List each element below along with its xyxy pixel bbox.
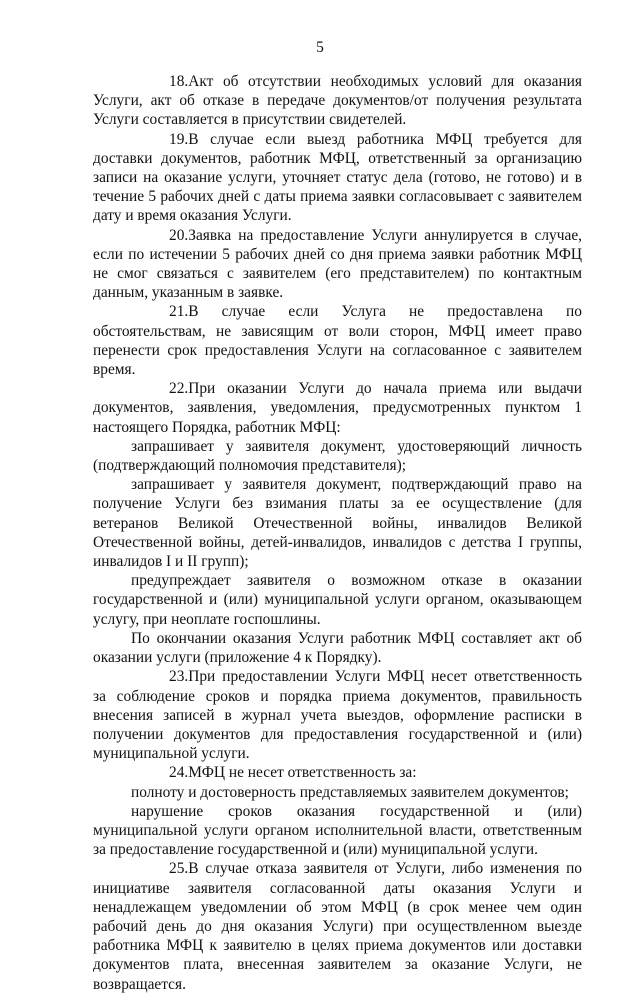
paragraph-text: В случае если Услуга не предоставлена по обстоятельствам, не зависящим от воли сторон, МФЦ имеет право перенести срок предоставления Услуги на согласованное с заявителем время. <box>93 303 582 379</box>
paragraph-18 <box>93 72 582 130</box>
paragraph-number: 21. <box>169 303 189 321</box>
paragraph-20 <box>93 226 582 303</box>
paragraph-text: нарушение сроков оказания государственной и (или) муниципальной услуги органом исполнительной власти, ответственным за предоставление государственной и (или) муниципальной услуги. <box>93 802 582 859</box>
paragraph-text: предупреждает заявителя о возможном отказе в оказании государственной и (или) муниципальной услуги органом, оказывающем услугу, при неоплате госпошлины. <box>93 572 582 628</box>
document-body <box>93 72 582 994</box>
paragraph-text: Заявка на предоставление Услуги аннулируется в случае, если по истечении 5 рабочих дней со дня приема заявки работник МФЦ не смог связаться с заявителем (его представителем) по контактным данным, указанным в заявке. <box>93 226 582 302</box>
page-number: 5 <box>316 39 324 56</box>
paragraph-number: 19. <box>169 130 189 148</box>
paragraph-number: 22. <box>169 380 189 398</box>
paragraph-text: В случае если выезд работника МФЦ требуется для доставки документов, работник МФЦ, ответственный за организацию записи на оказание услуги, уточняет статус дела (готово, не готово) и в течение 5 рабочих дней с даты приема заявки согласовывает с заявителем дату и время оказания Услуги. <box>93 130 582 225</box>
paragraph-22-item-1 <box>93 437 582 475</box>
paragraph-text: полноту и достоверность представляемых заявителем документов; <box>131 783 569 801</box>
paragraph-number: 24. <box>169 764 189 782</box>
paragraph-number: 20. <box>169 226 189 244</box>
paragraph-22-closing <box>93 629 582 667</box>
paragraph-text: Акт об отсутствии необходимых условий для оказания Услуги, акт об отказе в передаче документов/от получения результата Услуги составляется в присутствии свидетелей. <box>93 73 582 129</box>
paragraph-text: запрашивает у заявителя документ, удостоверяющий личность (подтверждающий полномочия представителя); <box>93 437 582 475</box>
paragraph-text: МФЦ не несет ответственность за: <box>188 764 417 782</box>
paragraph-number: 23. <box>169 668 189 686</box>
paragraph-25 <box>93 859 582 993</box>
paragraph-text: По окончании оказания Услуги работник МФЦ составляет акт об оказании услуги (приложение 4 к Порядку). <box>93 629 582 667</box>
paragraph-19 <box>93 130 582 226</box>
paragraph-22-item-3 <box>93 571 582 629</box>
paragraph-number: 25. <box>169 860 189 878</box>
paragraph-text: В случае отказа заявителя от Услуги, либо изменения по инициативе заявителя согласованной даты оказания Услуги и ненадлежащем уведомлении об этом МФЦ (в срок менее чем один рабочий день до дня оказания Услуги) при осуществленном выезде работника МФЦ к заявителю в целях приема документов или доставки документов плата, внесенная заявителем за оказание Услуги, не возвращается. <box>93 860 582 993</box>
paragraph-number: 18. <box>169 73 189 90</box>
paragraph-23 <box>93 667 582 763</box>
paragraph-24-item-1 <box>93 783 582 802</box>
paragraph-22-item-2 <box>93 475 582 571</box>
paragraph-text: При предоставлении Услуги МФЦ несет ответственность за соблюдение сроков и порядка приема документов, правильность внесения записей в журнал учета выездов, оформление расписки в получении документов для предоставления государственной и (или) муниципальной услуги. <box>93 668 582 763</box>
paragraph-21 <box>93 302 582 379</box>
paragraph-24 <box>93 763 582 782</box>
paragraph-text: При оказании Услуги до начала приема или выдачи документов, заявления, уведомления, предусмотренных пунктом 1 настоящего Порядка, работник МФЦ: <box>93 380 582 436</box>
paragraph-24-item-2 <box>93 802 582 860</box>
paragraph-text: запрашивает у заявителя документ, подтверждающий право на получение Услуги без взимания платы за ее осуществление (для ветеранов Великой Отечественной войны, инвалидов Великой Отечественной войны, детей-инвалидов, инвалидов с детства I группы, инвалидов I и II групп); <box>93 476 582 571</box>
paragraph-22 <box>93 379 582 437</box>
